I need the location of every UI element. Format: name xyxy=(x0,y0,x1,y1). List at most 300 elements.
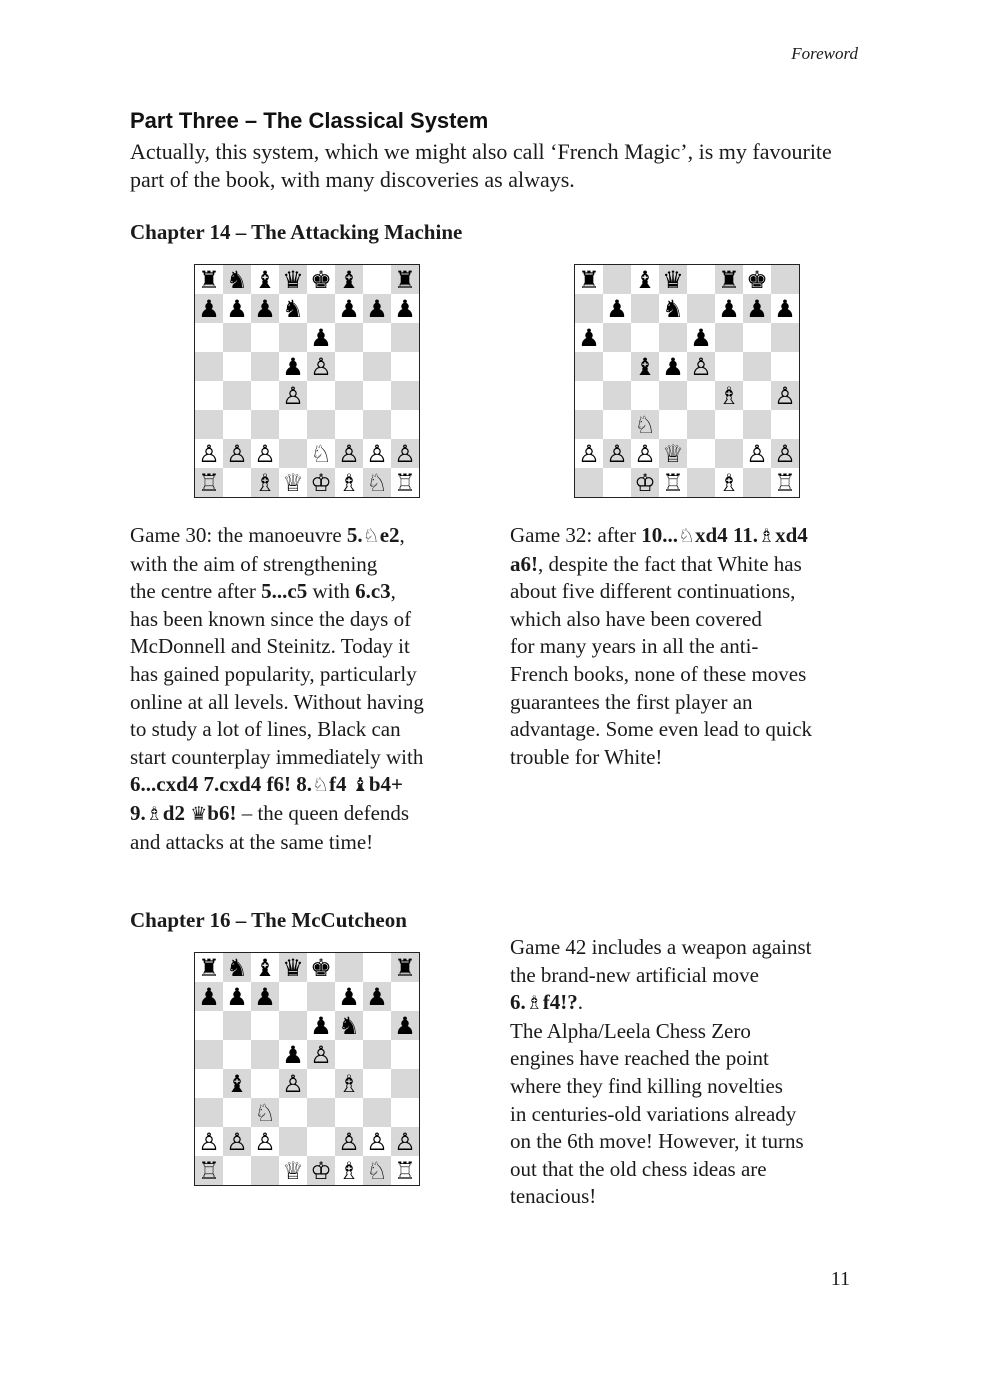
board-square xyxy=(223,1098,251,1127)
chess-piece-k: ♚ xyxy=(746,265,768,294)
text-line xyxy=(510,1156,870,1184)
move-notation: 6...cxd4 7.cxd4 f6! 8. xyxy=(130,772,312,797)
board-square xyxy=(307,323,335,352)
board-square xyxy=(195,1040,223,1069)
chess-piece-p: ♟ xyxy=(662,352,684,381)
chess-piece-Q: ♕ xyxy=(282,1156,304,1185)
figurine-icon: ♛ xyxy=(190,802,208,825)
move-notation: e2 xyxy=(379,523,400,547)
chess-piece-P: ♙ xyxy=(226,439,248,468)
chess-piece-K: ♔ xyxy=(634,468,656,497)
chapter-14-heading: Chapter 14 – The Attacking Machine xyxy=(130,220,463,244)
board-square xyxy=(687,265,715,294)
board-square xyxy=(659,410,687,439)
board-square xyxy=(307,1098,335,1127)
board-square xyxy=(251,352,279,381)
chess-piece-P: ♙ xyxy=(690,352,712,381)
chess-piece-r: ♜ xyxy=(394,953,416,982)
text-line xyxy=(510,1073,870,1101)
board-square xyxy=(771,439,799,468)
board-square xyxy=(223,1011,251,1040)
board-square xyxy=(195,468,223,497)
board-square xyxy=(363,265,391,294)
board-square xyxy=(279,1040,307,1069)
move-notation: b6! xyxy=(207,800,237,825)
board-square xyxy=(363,352,391,381)
board-square xyxy=(279,1011,307,1040)
board-square xyxy=(279,1127,307,1156)
board-square xyxy=(223,982,251,1011)
chess-piece-p: ♟ xyxy=(606,294,628,323)
board-square xyxy=(771,352,799,381)
chess-piece-Q: ♕ xyxy=(282,468,304,497)
board-square xyxy=(307,468,335,497)
text-run: the centre after xyxy=(130,579,262,604)
board-square xyxy=(279,982,307,1011)
chess-piece-p: ♟ xyxy=(394,1011,416,1040)
board-square xyxy=(279,1069,307,1098)
text-line xyxy=(130,551,490,579)
board-square xyxy=(279,1156,307,1185)
board-square xyxy=(195,1069,223,1098)
text-run: online at all levels. Without having xyxy=(130,689,424,714)
chess-piece-P: ♙ xyxy=(226,1127,248,1156)
move-notation: f4 xyxy=(329,772,352,797)
board-square xyxy=(715,410,743,439)
move-notation: 9. xyxy=(130,800,146,825)
text-line xyxy=(510,551,870,579)
board-square xyxy=(335,410,363,439)
chess-piece-P: ♙ xyxy=(338,439,360,468)
board-square xyxy=(715,352,743,381)
board-square xyxy=(195,381,223,410)
board-square xyxy=(575,410,603,439)
chess-piece-r: ♜ xyxy=(578,265,600,294)
chess-piece-b: ♝ xyxy=(254,265,276,294)
text-run: start counterplay immediately with xyxy=(130,744,424,769)
board-square xyxy=(771,410,799,439)
board-square xyxy=(195,1127,223,1156)
text-line xyxy=(510,1018,870,1046)
board-square xyxy=(687,323,715,352)
text-run: McDonnell and Steinitz. Today it xyxy=(130,634,410,659)
text-line xyxy=(510,716,870,744)
text-run: has been known since the days of xyxy=(130,606,412,631)
board-square xyxy=(307,982,335,1011)
board-square xyxy=(575,381,603,410)
board-square xyxy=(223,381,251,410)
board-square xyxy=(195,953,223,982)
chess-piece-p: ♟ xyxy=(310,1011,332,1040)
game-30-paragraph xyxy=(130,522,490,856)
text-run: guarantees the first player an xyxy=(510,689,753,714)
chess-piece-P: ♙ xyxy=(606,439,628,468)
text-run: French books, none of these moves xyxy=(510,661,807,686)
board-square xyxy=(575,352,603,381)
board-square xyxy=(391,381,419,410)
text-line xyxy=(510,1101,870,1129)
chess-piece-P: ♙ xyxy=(394,1127,416,1156)
text-run: which also have been covered xyxy=(510,606,762,631)
chess-piece-B: ♗ xyxy=(338,1069,360,1098)
board-square xyxy=(743,294,771,323)
move-notation: 6. xyxy=(510,990,526,1015)
move-notation: xd4 11. xyxy=(695,523,759,547)
text-line xyxy=(130,522,490,551)
board-square xyxy=(335,1040,363,1069)
board-square xyxy=(335,1098,363,1127)
figurine-icon: ♗ xyxy=(145,802,163,825)
board-square xyxy=(687,381,715,410)
board-square xyxy=(363,381,391,410)
move-notation: 5...c5 xyxy=(261,579,308,604)
board-square xyxy=(251,1098,279,1127)
board-square xyxy=(279,439,307,468)
board-square xyxy=(687,352,715,381)
board-square xyxy=(335,439,363,468)
board-square xyxy=(195,1098,223,1127)
board-square xyxy=(307,953,335,982)
board-square xyxy=(195,1156,223,1185)
chess-piece-P: ♙ xyxy=(366,1127,388,1156)
text-run: about five different continuations, xyxy=(510,579,796,604)
chess-piece-B: ♗ xyxy=(718,381,740,410)
chess-piece-R: ♖ xyxy=(198,1156,220,1185)
board-square xyxy=(715,381,743,410)
board-square xyxy=(335,294,363,323)
board-square xyxy=(575,294,603,323)
chess-piece-B: ♗ xyxy=(338,468,360,497)
chess-piece-q: ♛ xyxy=(282,265,304,294)
board-square xyxy=(743,265,771,294)
board-square xyxy=(251,323,279,352)
chess-piece-p: ♟ xyxy=(254,294,276,323)
chess-piece-b: ♝ xyxy=(338,265,360,294)
chess-piece-P: ♙ xyxy=(198,439,220,468)
board-square xyxy=(771,265,799,294)
chess-diagram-game-42 xyxy=(194,952,420,1186)
chess-piece-P: ♙ xyxy=(282,381,304,410)
chess-piece-p: ♟ xyxy=(690,323,712,352)
board-square xyxy=(715,265,743,294)
board-square xyxy=(307,1069,335,1098)
chess-piece-R: ♖ xyxy=(774,468,796,497)
board-square xyxy=(223,323,251,352)
move-notation: xd4 xyxy=(775,523,808,547)
chess-piece-P: ♙ xyxy=(254,1127,276,1156)
chess-piece-R: ♖ xyxy=(662,468,684,497)
figurine-icon: ♘ xyxy=(677,525,695,547)
chess-piece-P: ♙ xyxy=(310,1040,332,1069)
board-square xyxy=(335,1127,363,1156)
move-notation: 10... xyxy=(641,523,678,547)
text-run: on the 6th move! However, it turns xyxy=(510,1129,804,1154)
board-square xyxy=(195,265,223,294)
running-head: Foreword xyxy=(791,44,858,63)
chess-piece-p: ♟ xyxy=(578,323,600,352)
board-square xyxy=(223,953,251,982)
board-square xyxy=(743,323,771,352)
board-square xyxy=(335,323,363,352)
chess-piece-p: ♟ xyxy=(226,982,248,1011)
text-line xyxy=(510,989,870,1018)
board-square xyxy=(743,352,771,381)
text-run: to study a lot of lines, Black can xyxy=(130,717,401,742)
text-run: out that the old chess ideas are xyxy=(510,1156,767,1181)
board-square xyxy=(223,1040,251,1069)
board-square xyxy=(279,294,307,323)
board-square xyxy=(659,265,687,294)
board-square xyxy=(603,352,631,381)
text-run: with the aim of strengthening xyxy=(130,551,378,576)
board-square xyxy=(575,323,603,352)
board-square xyxy=(659,294,687,323)
chess-piece-P: ♙ xyxy=(282,1069,304,1098)
chess-piece-n: ♞ xyxy=(226,953,248,982)
text-line xyxy=(510,661,870,689)
chess-piece-p: ♟ xyxy=(718,294,740,323)
chess-piece-P: ♙ xyxy=(338,1127,360,1156)
board-square xyxy=(279,953,307,982)
chess-piece-p: ♟ xyxy=(198,294,220,323)
move-notation: a6! xyxy=(510,551,538,576)
board-square xyxy=(391,1011,419,1040)
board-square xyxy=(391,352,419,381)
chess-piece-P: ♙ xyxy=(310,352,332,381)
board-square xyxy=(363,1040,391,1069)
chess-diagram-game-32 xyxy=(574,264,800,498)
board-square xyxy=(251,265,279,294)
board-square xyxy=(223,352,251,381)
board-square xyxy=(363,1069,391,1098)
chess-piece-N: ♘ xyxy=(366,468,388,497)
figurine-icon: ♘ xyxy=(362,525,380,547)
board-square xyxy=(631,468,659,497)
board-square xyxy=(715,468,743,497)
board-square xyxy=(743,410,771,439)
board-square xyxy=(391,1040,419,1069)
board-square xyxy=(363,439,391,468)
text-run: with xyxy=(307,579,356,604)
text-run: , xyxy=(390,579,396,604)
chess-piece-r: ♜ xyxy=(198,953,220,982)
chapter-16-heading: Chapter 16 – The McCutcheon xyxy=(130,908,407,932)
figurine-icon: ♗ xyxy=(525,992,543,1015)
board-square xyxy=(687,439,715,468)
board-square xyxy=(251,1156,279,1185)
chess-piece-p: ♟ xyxy=(394,294,416,323)
board-square xyxy=(687,294,715,323)
chess-piece-K: ♔ xyxy=(310,1156,332,1185)
text-line xyxy=(130,661,490,689)
chess-piece-q: ♛ xyxy=(662,265,684,294)
text-run: tenacious! xyxy=(510,1184,597,1209)
board-square xyxy=(251,468,279,497)
text-line xyxy=(510,1128,870,1156)
board-square xyxy=(575,265,603,294)
figurine-icon: ♘ xyxy=(312,774,330,797)
chess-piece-n: ♞ xyxy=(338,1011,360,1040)
board-square xyxy=(603,265,631,294)
board-square xyxy=(631,381,659,410)
text-run: Game 30: the manoeuvre xyxy=(130,523,347,547)
chess-piece-p: ♟ xyxy=(338,294,360,323)
board-square xyxy=(575,439,603,468)
text-line xyxy=(510,1045,870,1073)
board-square xyxy=(391,1127,419,1156)
board-square xyxy=(251,953,279,982)
board-square xyxy=(251,1040,279,1069)
chess-piece-r: ♜ xyxy=(394,265,416,294)
text-run: for many years in all the anti- xyxy=(510,634,759,659)
chess-piece-p: ♟ xyxy=(338,982,360,1011)
board-square xyxy=(391,982,419,1011)
chess-piece-b: ♝ xyxy=(634,265,656,294)
board-square xyxy=(363,323,391,352)
chess-piece-P: ♙ xyxy=(394,439,416,468)
intro-paragraph: Actually, this system, which we might also call ‘French Magic’, is my favourite part of the book, with many discoveries as always. xyxy=(130,139,832,192)
board-square xyxy=(307,1127,335,1156)
board-square xyxy=(363,953,391,982)
board-square xyxy=(659,439,687,468)
board-square xyxy=(743,381,771,410)
board-square xyxy=(363,1127,391,1156)
board-square xyxy=(195,294,223,323)
text-run: has gained popularity, particularly xyxy=(130,661,417,686)
board-square xyxy=(659,468,687,497)
board-square xyxy=(391,468,419,497)
chess-piece-p: ♟ xyxy=(282,352,304,381)
chess-diagram-game-30 xyxy=(194,264,420,498)
board-square xyxy=(631,352,659,381)
move-notation: b4+ xyxy=(368,772,403,797)
board-square xyxy=(363,1156,391,1185)
board-square xyxy=(279,410,307,439)
chess-piece-B: ♗ xyxy=(718,468,740,497)
board-square xyxy=(335,468,363,497)
game-42-paragraph xyxy=(510,934,870,1211)
chess-piece-R: ♖ xyxy=(394,1156,416,1185)
board-square xyxy=(279,381,307,410)
chess-piece-R: ♖ xyxy=(198,468,220,497)
figurine-icon: ♝ xyxy=(351,774,369,797)
board-square xyxy=(195,439,223,468)
chess-piece-p: ♟ xyxy=(226,294,248,323)
board-square xyxy=(335,1156,363,1185)
board-square xyxy=(223,439,251,468)
figurine-icon: ♗ xyxy=(758,525,776,547)
board-square xyxy=(307,1040,335,1069)
board-square xyxy=(391,410,419,439)
page-number: 11 xyxy=(830,1268,850,1290)
board-square xyxy=(223,1156,251,1185)
chess-piece-B: ♗ xyxy=(338,1156,360,1185)
board-square xyxy=(391,439,419,468)
board-square xyxy=(251,1011,279,1040)
board-square xyxy=(363,468,391,497)
board-square xyxy=(631,265,659,294)
text-run: in centuries-old variations already xyxy=(510,1101,797,1126)
move-notation: 6.c3 xyxy=(355,579,391,604)
text-line xyxy=(510,934,870,962)
chess-piece-p: ♟ xyxy=(282,1040,304,1069)
text-line xyxy=(130,829,490,857)
text-run: Game 32: after xyxy=(510,523,642,547)
text-line xyxy=(130,744,490,772)
chess-piece-N: ♘ xyxy=(310,439,332,468)
board-square xyxy=(307,381,335,410)
board-square xyxy=(251,410,279,439)
chess-piece-P: ♙ xyxy=(774,381,796,410)
board-square xyxy=(391,265,419,294)
chess-piece-n: ♞ xyxy=(226,265,248,294)
board-square xyxy=(363,1098,391,1127)
chess-piece-N: ♘ xyxy=(366,1156,388,1185)
text-line xyxy=(130,578,490,606)
board-square xyxy=(391,1156,419,1185)
move-notation: f4!? xyxy=(542,990,578,1015)
board-square xyxy=(279,1098,307,1127)
board-square xyxy=(631,323,659,352)
board-square xyxy=(307,1011,335,1040)
text-run: , xyxy=(399,523,405,547)
board-square xyxy=(771,323,799,352)
chess-piece-r: ♜ xyxy=(718,265,740,294)
board-square xyxy=(715,323,743,352)
chess-piece-P: ♙ xyxy=(198,1127,220,1156)
board-square xyxy=(743,439,771,468)
board-square xyxy=(631,410,659,439)
chess-piece-N: ♘ xyxy=(254,1098,276,1127)
board-square xyxy=(279,468,307,497)
text-run: engines have reached the point xyxy=(510,1046,769,1071)
board-square xyxy=(307,294,335,323)
board-square xyxy=(659,352,687,381)
board-square xyxy=(603,439,631,468)
chess-piece-p: ♟ xyxy=(746,294,768,323)
chess-piece-K: ♔ xyxy=(310,468,332,497)
text-line xyxy=(130,606,490,634)
board-square xyxy=(771,468,799,497)
text-run: , despite the fact that White has xyxy=(538,551,802,576)
board-square xyxy=(307,265,335,294)
board-square xyxy=(391,953,419,982)
chess-piece-p: ♟ xyxy=(774,294,796,323)
board-square xyxy=(195,982,223,1011)
board-square xyxy=(279,323,307,352)
board-square xyxy=(715,294,743,323)
chess-piece-p: ♟ xyxy=(366,294,388,323)
board-square xyxy=(251,294,279,323)
chess-piece-P: ♙ xyxy=(578,439,600,468)
board-square xyxy=(771,381,799,410)
text-run: – the queen defends xyxy=(236,800,410,825)
chess-piece-P: ♙ xyxy=(774,439,796,468)
board-square xyxy=(659,381,687,410)
text-line xyxy=(510,606,870,634)
board-square xyxy=(223,1069,251,1098)
chess-piece-r: ♜ xyxy=(198,265,220,294)
text-run: . xyxy=(577,990,584,1015)
chess-piece-k: ♚ xyxy=(310,265,332,294)
board-square xyxy=(603,468,631,497)
board-square xyxy=(195,410,223,439)
text-line xyxy=(130,689,490,717)
board-square xyxy=(223,468,251,497)
board-square xyxy=(223,410,251,439)
text-line xyxy=(130,633,490,661)
board-square xyxy=(307,410,335,439)
